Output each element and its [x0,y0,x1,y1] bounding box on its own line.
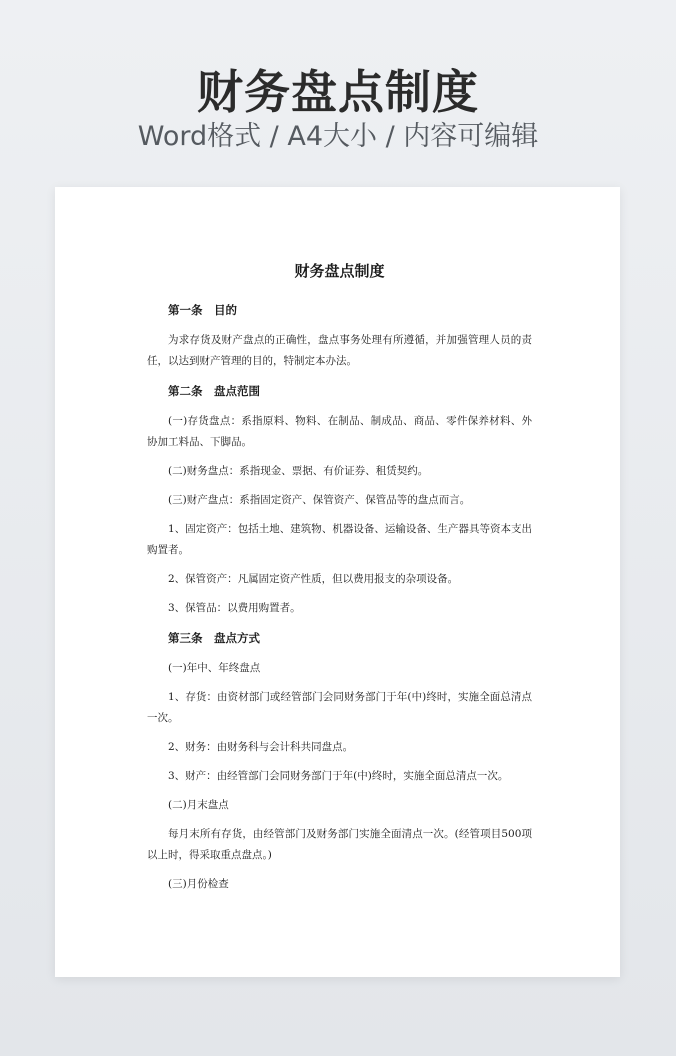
banner-title: 财务盘点制度 [197,65,479,119]
paragraph: 2、财务：由财务科与会计科共同盘点。 [168,741,354,753]
document-body [147,259,532,903]
paragraph: (二)月末盘点 [168,799,229,811]
banner-subtitle: Word格式 / A4大小 / 内容可编辑 [137,121,539,152]
section-heading-2: 第二条 盘点范围 [168,384,260,398]
document-page [55,187,620,977]
paragraph: 2、保管资产：凡属固定资产性质，但以费用报支的杂项设备。 [168,573,459,585]
paragraph: 3、财产：由经管部门会同财务部门于年(中)终时，实施全面总清点一次。 [168,770,509,782]
section-heading-3: 第三条 盘点方式 [168,631,260,645]
paragraph: (二)财务盘点：系指现金、票据、有价证券、租赁契约。 [168,465,429,477]
paragraph: 3、保管品：以费用购置者。 [168,602,301,614]
paragraph: 1、固定资产：包括土地、建筑物、机器设备、运输设备、生产器具等资本支出购置者。 [147,523,532,556]
section-heading-1: 第一条 目的 [168,303,237,317]
paragraph: 为求存货及财产盘点的正确性，盘点事务处理有所遵循，并加强管理人员的责任，以达到财产管理的目的，特制定本办法。 [147,334,532,367]
paragraph: (三)月份检查 [168,878,229,890]
document-title: 财务盘点制度 [294,262,385,280]
paragraph: (一)年中、年终盘点 [168,662,261,674]
paragraph: 1、存货：由资材部门或经管部门会同财务部门于年(中)终时，实施全面总清点一次。 [147,691,532,724]
paragraph: 每月末所有存货，由经管部门及财务部门实施全面清点一次。(经管项目500项以上时，得采取重点盘点。) [147,828,532,861]
paragraph: (一)存货盘点：系指原料、物料、在制品、制成品、商品、零件保养材料、外协加工料品、下脚品。 [147,415,532,448]
paragraph: (三)财产盘点：系指固定资产、保管资产、保管品等的盘点而言。 [168,494,471,506]
